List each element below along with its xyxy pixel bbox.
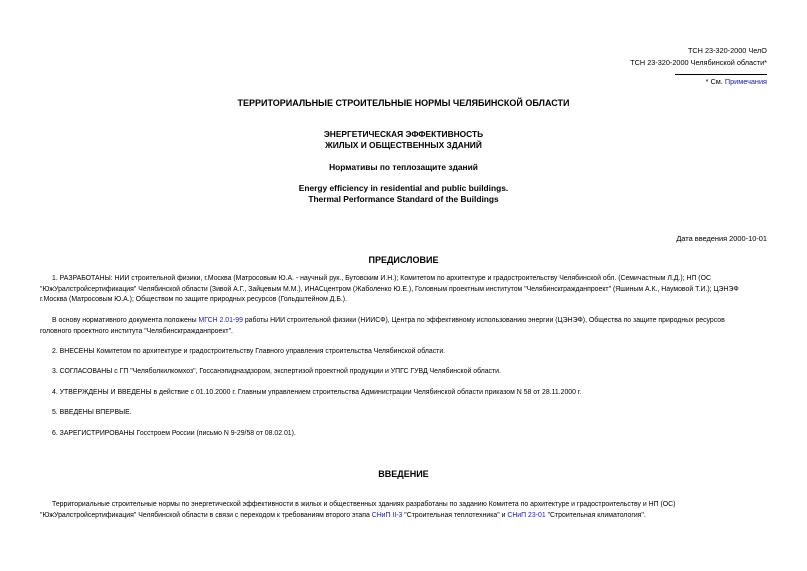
preface-basis-text-a: В основу нормативного документа положены <box>52 317 197 324</box>
preface-basis <box>40 316 784 337</box>
preface-item-1-line3: г.Москва (Матросовым Ю.А.); Обществом по защите природных ресурсов (Гольдштейном Д.Б.). <box>40 296 347 303</box>
subtitle-ru-line1: ЭНЕРГЕТИЧЕСКАЯ ЭФФЕКТИВНОСТЬ <box>323 129 484 139</box>
preface-basis-text-b: работы НИИ строительной физики (НИИСФ), Центра по эффективному использованию энергии (ЦЭНЭФ), Общества по защите природных ресурсов <box>244 317 725 324</box>
notes-link[interactable]: Примечания <box>724 77 767 86</box>
preface-item-1-line1: 1. РАЗРАБОТАНЫ: НИИ строительной физики, г.Москва (Матросовым Ю.А. - научный рук., Бутовским И.Н.); Комитетом по архитектуре и градостроительству Челябинской обл. (Семичастным Л.Д.); НП (ОС <box>52 275 711 282</box>
doc-code-short: ТСН 23-320-2000 ЧелО <box>687 46 767 55</box>
doc-code-full: ТСН 23-320-2000 Челябинской области* <box>630 58 767 67</box>
note-reference <box>706 77 767 86</box>
preface-item-1-line2: "ЮжУралстройсертификация" Челябинской области (Зивой А.Г., Зайцевым М.М.), ИНАСцентром (Жаболенко Ю.Е.), Головным проектным институтом "Челябинскгражданпроект" (Яшиным А.К., Наумовой Т.И.); ЦЭНЭФ <box>40 285 739 293</box>
preface-item-2: 2. ВНЕСЕНЫ Комитетом по архитектуре и градостроительству Главного управления строительства Челябинской области. <box>52 348 446 355</box>
subtitle-en-line2: Thermal Performance Standard of the Buildings <box>308 194 499 204</box>
subtitle-ru-line2: ЖИЛЫХ И ОБЩЕСТВЕННЫХ ЗДАНИЙ <box>325 140 482 150</box>
preface-basis-line2: головного проектного института "Челябинскгражданпроект". <box>40 327 233 335</box>
header-divider <box>675 74 767 75</box>
preface-item-5: 5. ВВЕДЕНЫ ВПЕРВЫЕ. <box>52 409 132 416</box>
note-prefix: * См. <box>705 77 723 86</box>
preface-item-1 <box>40 274 784 306</box>
preface-heading: ПРЕДИСЛОВИЕ <box>368 255 439 265</box>
preface-basis-line1 <box>40 316 784 327</box>
preface-item-6: 6. ЗАРЕГИСТРИРОВАНЫ Госстроем России (письмо N 9-29/58 от 08.02.01). <box>52 430 296 437</box>
introduction-text-c: "Строительная климатология". <box>547 511 646 519</box>
mgsn-link[interactable]: МГСН 2.01-99 <box>198 317 243 324</box>
page-title: ТЕРРИТОРИАЛЬНЫЕ СТРОИТЕЛЬНЫЕ НОРМЫ ЧЕЛЯБИНСКОЙ ОБЛАСТИ <box>237 98 570 108</box>
introduction-text-a: "ЮжУралстройсертификация" Челябинской области в связи с переходом к требованиям второго этапа <box>40 511 370 519</box>
preface-item-4: 4. УТВЕРЖДЕНЫ И ВВЕДЕНЫ в действие с 01.10.2000 г. Главным управлением строительства Администрации Челябинской области приказом N 58 от 28.11.2000 г. <box>52 389 582 396</box>
snip-ii3-link[interactable]: СНиП II-3 <box>371 511 403 519</box>
introduction-text-b: "Строительная теплотехника" и <box>404 511 506 519</box>
effective-date: Дата введения 2000-10-01 <box>676 234 767 243</box>
preface-item-3: 3. СОГЛАСОВАНЫ с ГП "Челяболкилкомхоз", Госсанэпидназдзором, экспертизой проектной продукции и УПГС ГУВД Челябинской области. <box>52 368 501 375</box>
introduction-heading: ВВЕДЕНИЕ <box>378 469 429 479</box>
subtitle-en-line1: Energy efficiency in residential and public buildings. <box>298 183 509 193</box>
introduction-paragraph <box>40 500 784 521</box>
subtitle-ru-line3: Нормативы по теплозащите зданий <box>329 162 478 172</box>
introduction-line1: Территориальные строительные нормы по энергетической эффективности в жилых и общественных зданиях разработаны по заданию Комитета по архитектуре и градостроительству и НП (ОС) <box>52 501 676 508</box>
introduction-line2 <box>40 511 784 522</box>
snip-2301-link[interactable]: СНиП 23-01 <box>507 511 546 519</box>
